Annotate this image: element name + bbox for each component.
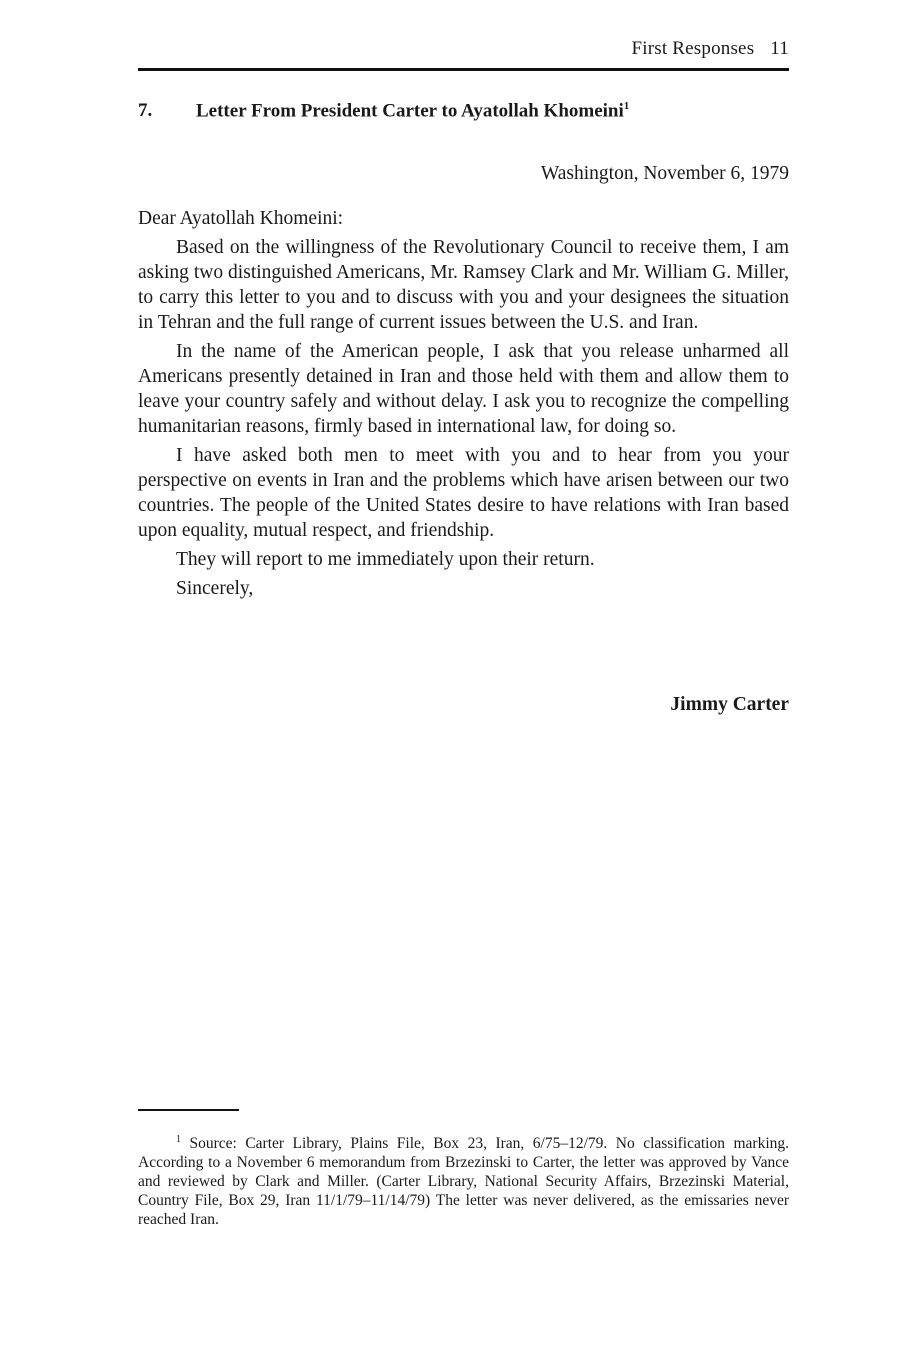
page-number: 11	[770, 38, 789, 59]
footnote-reference: 1	[623, 100, 630, 112]
footnote-marker: 1	[176, 1134, 181, 1145]
footnote	[138, 1130, 789, 1229]
salutation: Dear Ayatollah Khomeini:	[138, 208, 344, 229]
place-date: Washington, November 6, 1979	[540, 163, 789, 184]
document-heading	[138, 100, 789, 122]
paragraph: I have asked both men to meet with you and to hear from you your perspective on events in Iran and the problems which have arisen between our two countries. The people of the United States desire to have relations with Iran based upon equality, mutual respect, and friendship.	[138, 445, 789, 541]
running-head	[138, 38, 789, 60]
document-number: 7.	[138, 100, 153, 122]
paragraph: Based on the willingness of the Revolutionary Council to receive them, I am asking two distinguished Americans, Mr. Ramsey Clark and Mr. William G. Miller, to carry this letter to you and to discuss with you and your designees the situation in Tehran and the full range of current issues between the U.S. and Iran.	[138, 237, 789, 333]
paragraph: In the name of the American people, I ask that you release unharmed all Americans presently detained in Iran and those held with them and allow them to leave your country safely and without delay. I ask you to recognize the compelling humanitarian reasons, firmly based in international law, for doing so.	[138, 341, 789, 437]
document-title: Letter From President Carter to Ayatollah Khomeini	[196, 100, 624, 122]
signature: Jimmy Carter	[670, 694, 789, 715]
footnote-rule	[138, 1109, 239, 1111]
paragraph: They will report to me immediately upon their return.	[176, 549, 595, 570]
closing: Sincerely,	[176, 578, 254, 599]
running-head-title: First Responses	[631, 38, 755, 59]
letter-body	[138, 206, 789, 601]
header-rule	[138, 68, 789, 71]
footnote-text: Source: Carter Library, Plains File, Box 23, Iran, 6/75–12/79. No classification marking. According to a November 6 memorandum from Brzezinski to Carter, the letter was approved by Vance and reviewed by Clark and Miller. (Carter Library, National Security Affairs, Brzezinski Material, Country File, Box 29, Iran 11/1/79–11/14/79) The letter was never delivered, as the emissaries never reached Iran.	[138, 1135, 789, 1229]
